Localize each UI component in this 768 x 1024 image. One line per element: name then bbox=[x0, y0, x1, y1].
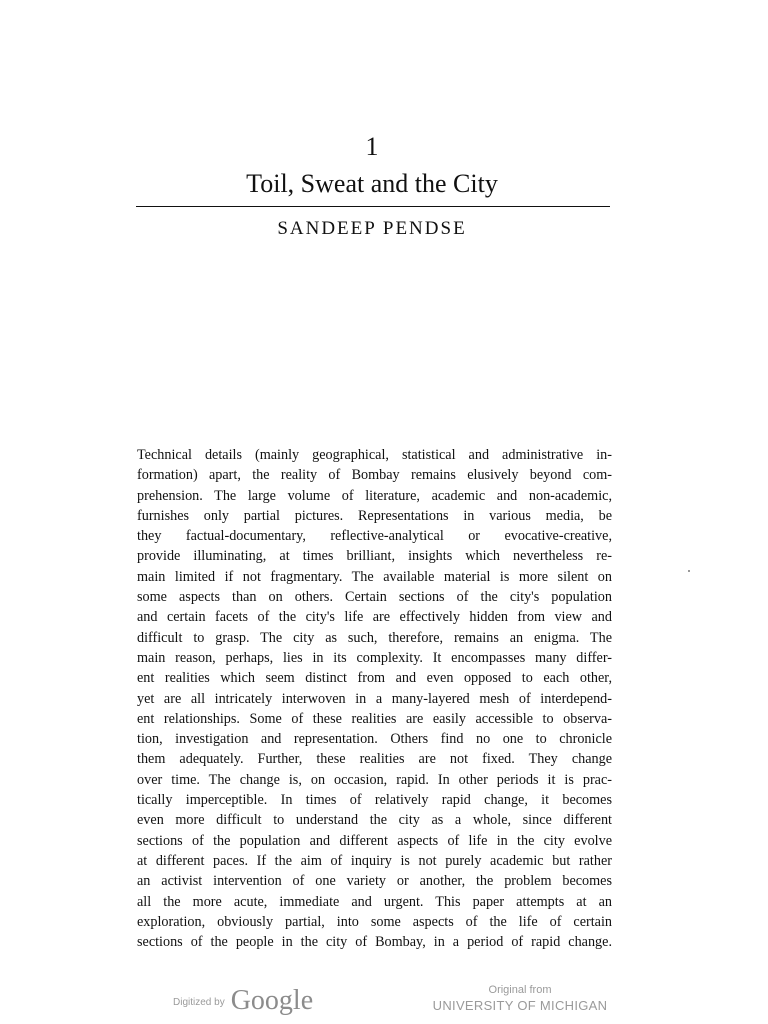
text-line: even more difficult to understand the city as a whole, since different bbox=[137, 812, 612, 829]
text-line: exploration, obviously partial, into some aspects of the life of certain bbox=[137, 913, 612, 930]
institution-name: UNIVERSITY OF MICHIGAN bbox=[432, 998, 608, 1013]
text-line: tion, investigation and representation. Others find no one to chronicle bbox=[137, 731, 612, 748]
google-logo: Google bbox=[230, 985, 314, 1016]
text-line: sections of the people in the city of Bombay, in a period of rapid change. bbox=[137, 934, 612, 951]
text-line: formation) apart, the reality of Bombay remains elusively beyond com- bbox=[137, 467, 612, 484]
text-line: ent relationships. Some of these realities are easily accessible to observa- bbox=[137, 710, 612, 727]
original-source-watermark bbox=[420, 983, 620, 1015]
scan-speck bbox=[688, 570, 690, 572]
text-line: provide illuminating, at times brilliant, insights which nevertheless re- bbox=[137, 548, 612, 565]
text-line: sections of the population and different aspects of life in the city evolve bbox=[137, 832, 612, 849]
text-line: them adequately. Further, these realities are not fixed. They change bbox=[137, 751, 612, 768]
text-line: all the more acute, immediate and urgent. This paper attempts at an bbox=[137, 893, 612, 910]
text-line: Technical details (mainly geographical, statistical and administrative in- bbox=[137, 447, 612, 463]
text-line: and certain facets of the city's life are effectively hidden from view and bbox=[137, 609, 612, 626]
title-divider bbox=[136, 206, 610, 207]
digitized-by-watermark bbox=[173, 982, 313, 1016]
author-name: SANDEEP PENDSE bbox=[277, 218, 467, 239]
text-line: prehension. The large volume of literature, academic and non-academic, bbox=[137, 487, 612, 504]
text-line: at different paces. If the aim of inquiry is not purely academic but rather bbox=[137, 852, 612, 869]
text-line: over time. The change is, on occasion, rapid. In other periods it is prac- bbox=[137, 771, 612, 788]
text-line: furnishes only partial pictures. Representations in various media, be bbox=[137, 507, 612, 524]
original-from-label: Original from bbox=[488, 984, 552, 996]
text-line: tically imperceptible. In times of relatively rapid change, it becomes bbox=[137, 792, 612, 809]
body-paragraph bbox=[137, 445, 612, 952]
digitized-prefix: Digitized by bbox=[173, 997, 225, 1008]
chapter-number: 1 bbox=[365, 132, 379, 161]
text-line: some aspects than on others. Certain sections of the city's population bbox=[137, 589, 612, 606]
text-line: an activist intervention of one variety or another, the problem becomes bbox=[137, 873, 612, 890]
text-line: difficult to grasp. The city as such, therefore, remains an enigma. The bbox=[137, 629, 612, 646]
text-line: ent realities which seem distinct from and even opposed to each other, bbox=[137, 670, 612, 687]
text-line: they factual-documentary, reflective-analytical or evocative-creative, bbox=[137, 528, 612, 545]
chapter-title: Toil, Sweat and the City bbox=[246, 169, 498, 198]
text-line: yet are all intricately interwoven in a many-layered mesh of interdepend- bbox=[137, 690, 612, 707]
text-line: main reason, perhaps, lies in its complexity. It encompasses many differ- bbox=[137, 649, 612, 666]
text-line: main limited if not fragmentary. The available material is more silent on bbox=[137, 568, 612, 585]
